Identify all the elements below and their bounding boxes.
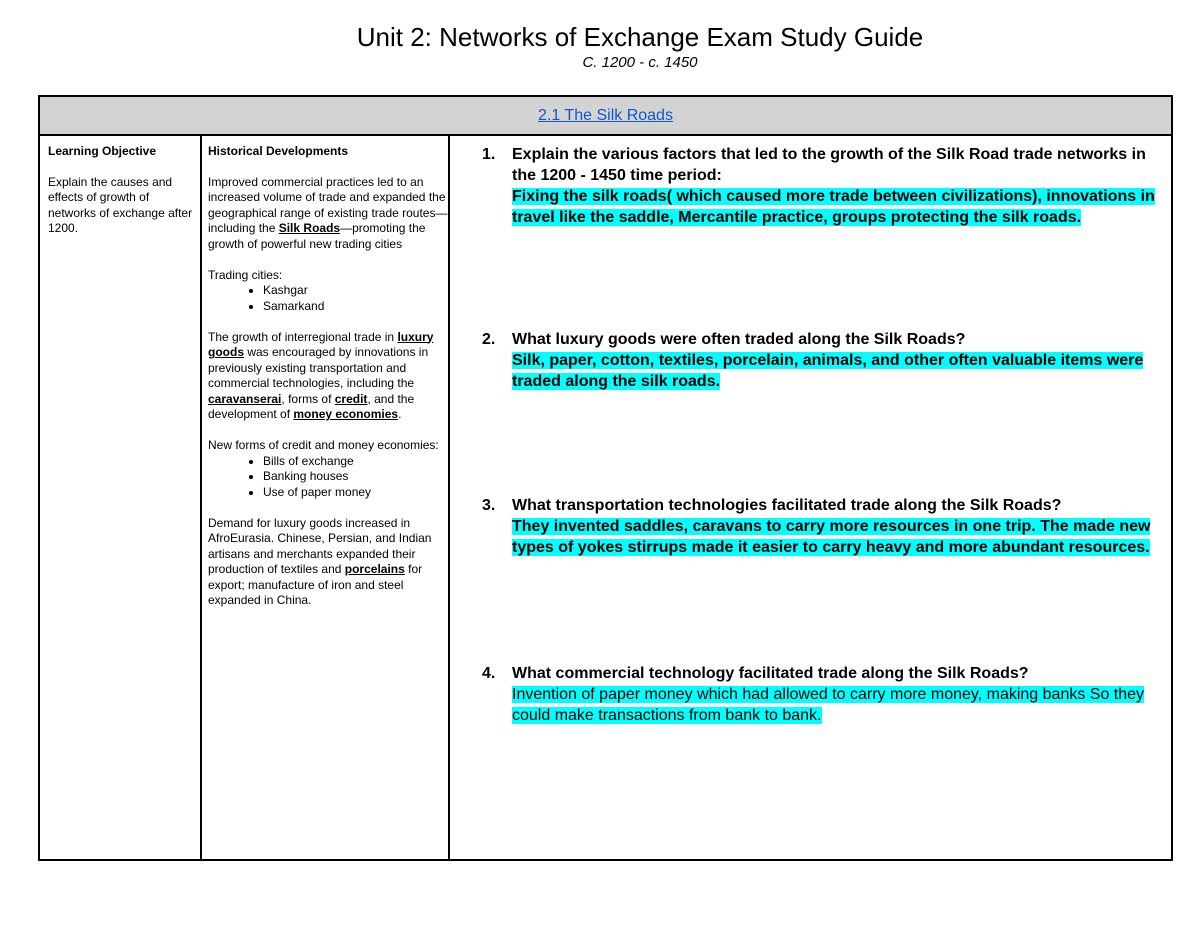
- list-item: • Use of paper money: [263, 485, 448, 501]
- keyword: credit: [334, 391, 368, 406]
- question-block: [482, 663, 1172, 726]
- section-header: [40, 97, 1171, 136]
- question-text: Explain the various factors that led to the growth of the Silk Road trade networks in the 1200 - 1450 time period:: [512, 146, 1146, 184]
- list-item: • Kashgar: [263, 283, 448, 299]
- column-divider: [200, 134, 202, 859]
- question-number: 3.: [482, 497, 496, 514]
- answer-text[interactable]: Invention of paper money which had allowed to carry more money, making banks So they could make transactions from bank to bank.: [512, 686, 1145, 724]
- list-item: • Samarkand: [263, 299, 448, 315]
- section-header-link[interactable]: 2.1 The Silk Roads: [538, 107, 673, 124]
- study-guide-table: [38, 95, 1173, 861]
- answer-text[interactable]: Fixing the silk roads( which caused more trade between civilizations), innovations in travel like the saddle, Mercantile practice, groups protecting the silk roads.: [512, 188, 1155, 226]
- question-block: [482, 144, 1172, 228]
- keyword: caravanserai: [208, 391, 282, 406]
- page-subtitle: C. 1200 - c. 1450: [582, 54, 698, 71]
- learning-objective-column: [48, 144, 196, 237]
- question-number: 4.: [482, 665, 496, 682]
- question-text: What luxury goods were often traded along the Silk Roads?: [512, 331, 966, 348]
- question-block: [482, 495, 1172, 558]
- question-number: 2.: [482, 331, 496, 348]
- historical-developments-heading: Historical Developments: [208, 144, 349, 158]
- answer-text[interactable]: Silk, paper, cotton, textiles, porcelain, animals, and other often valuable items were traded along the silk roads.: [512, 352, 1144, 390]
- learning-objective-heading: Learning Objective: [48, 144, 157, 158]
- page-title: Unit 2: Networks of Exchange Exam Study Guide: [356, 22, 924, 52]
- historical-developments-column: [208, 144, 448, 624]
- development-paragraph: Demand for luxury goods increased in AfroEurasia. Chinese, Persian, and Indian artisans and merchants expanded their production of textiles and porcelains for export; manufacture of iron and steel expanded in China.: [208, 515, 432, 607]
- question-block: [482, 329, 1172, 392]
- keyword: porcelains: [344, 562, 405, 576]
- list-item: • Bills of exchange: [263, 454, 448, 470]
- question-number: 1.: [482, 146, 496, 163]
- keyword: money economies: [293, 407, 399, 421]
- list-item: • Banking houses: [263, 469, 448, 485]
- development-paragraph: Improved commercial practices led to an increased volume of trade and expanded the geographical range of existing trade routes— including the Silk Roads—promoting the growth of powerful new trading cities: [208, 174, 448, 251]
- keyword: Silk Roads: [278, 221, 341, 235]
- trading-cities-label: Trading cities:: [208, 267, 283, 282]
- learning-objective-text: Explain the causes and effects of growth of networks of exchange after 1200.: [48, 174, 193, 235]
- question-text: What commercial technology facilitated trade along the Silk Roads?: [512, 665, 1029, 682]
- credit-list: [208, 454, 448, 501]
- answer-text[interactable]: They invented saddles, caravans to carry more resources in one trip. The made new types of yokes stirrups made it easier to carry heavy and more abundant resources.: [512, 518, 1151, 556]
- trading-cities-list: [208, 283, 448, 314]
- column-divider: [448, 134, 450, 859]
- development-paragraph: The growth of interregional trade in luxury goods was encouraged by innovations in previously existing transportation and commercial technologies, including the caravanserai, forms of credit, and the development of money economies.: [208, 329, 434, 421]
- credit-label: New forms of credit and money economies:: [208, 438, 439, 452]
- question-text: What transportation technologies facilitated trade along the Silk Roads?: [512, 497, 1062, 514]
- keyword: luxury goods: [208, 329, 434, 359]
